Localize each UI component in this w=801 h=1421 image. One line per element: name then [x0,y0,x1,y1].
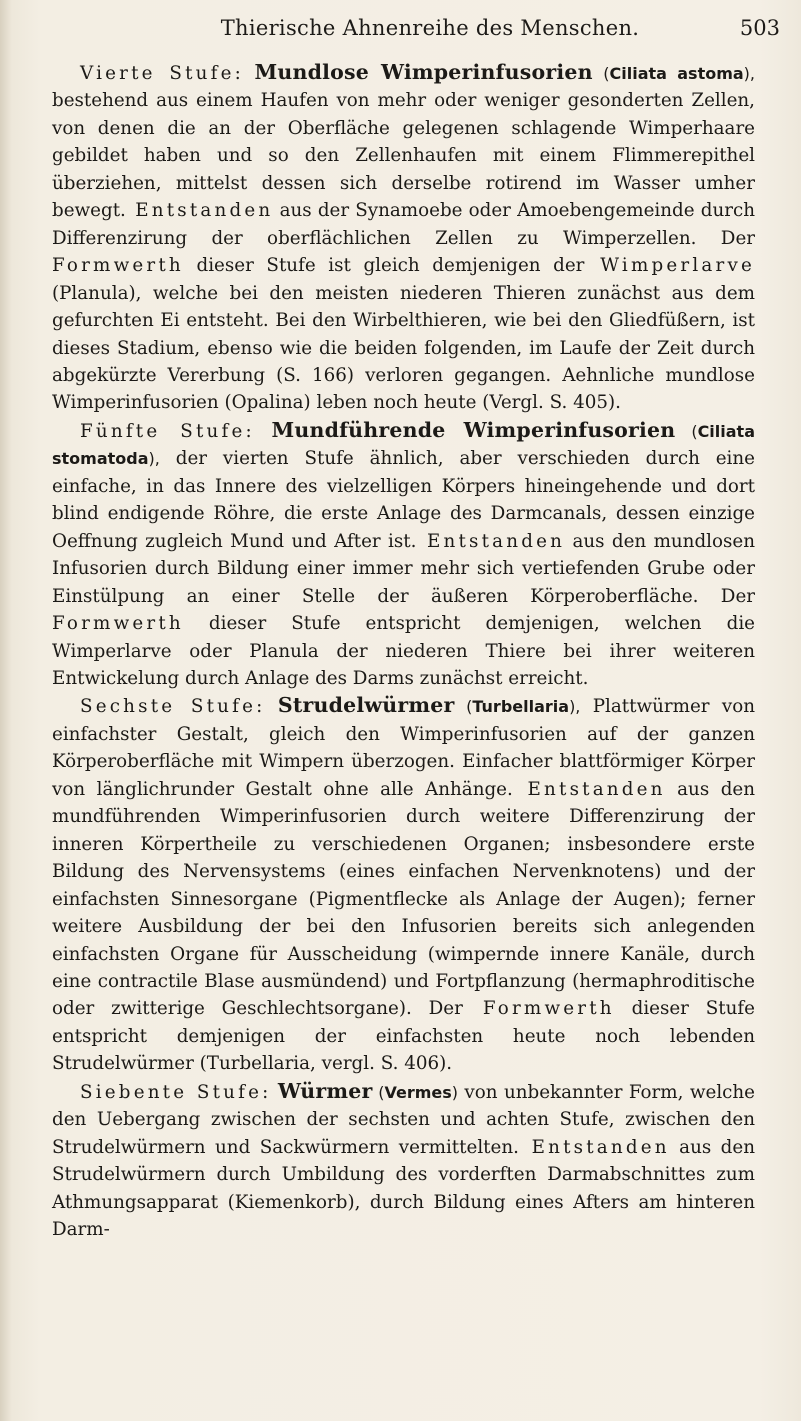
page-gutter-shadow [0,0,12,1421]
emphasis-entstanden: Entstanden [416,530,566,552]
text: aus den Strudelwürmern durch Umbildung des vorderften Darmabschnittes zum Athmungsapparat (Kiemenkorb), durch Bildung eines Afters am hinteren Darm- [52,1136,755,1241]
text: der vierten Stufe ähnlich, aber verschieden durch eine einfache, in das Innere des vielzelligen Körpers hineingehende und dort blind endigende Röhre, die erste Anlage des Darmcanals, dessen einzige Oeffnung zugleich Mund und After ist. [52,448,755,552]
stage-term: Strudelwürmer [277,693,455,718]
paragraph-stage-4 [52,59,755,417]
text: bestehend aus einem Haufen von mehr oder weniger gesonderten Zellen, von denen die an der Oberfläche gelegenen schlagende Wimperhaare gebildet haben und so den Zellenhaufen mit einem Flimmerepithel überziehen, mittelst dessen sich derselbe rotirend im Wasser umher bewegt. [52,90,755,222]
latin-open: ( [603,64,610,83]
text: aus den mundführenden Wimperinfusorien durch weitere Differenzirung der inneren Körpertheile zu verschiedenen Organen; insbesondere erste Bildung des Nervensystems (eines einfachen Nervenknotens) und der einfachsten Sinnesorgane (Pigmentflecke als Anlage der Augen); ferner weitere Ausbildung der bei den Infusorien bereits sich anlegenden einfachsten Organe für Ausscheidung (wimpernde innere Kanäle, durch eine contractile Blase ausmündend) und Fortpflanzung (hermaphroditische oder zwitterige Geschlechtsorgane). Der [52,778,755,1020]
emphasis-entstanden: Entstanden [512,778,666,800]
latin-open: ( [372,1082,385,1102]
emphasis-formwerth: Formwerth [462,998,615,1020]
latin-name: Ciliata stomatoda [52,421,755,469]
emphasis-entstanden: Entstanden [125,200,274,222]
page-header [80,14,780,50]
emphasis-formwerth: Formwerth [52,613,184,635]
stage-heading: Fünfte Stufe: [80,420,255,442]
latin-close: ), [743,64,755,83]
stage-heading: Siebente Stufe: [80,1081,272,1103]
text: aus der Synamoebe oder Amoebengemeinde durch Differenzirung der oberflächlichen Zellen zu Wimperzellen. Der [52,200,755,249]
text: dieser Stufe entspricht demjenigen der einfachsten heute noch lebenden Strudelwürmer (Turbellaria, vergl. S. 406). [52,998,755,1075]
text: von unbekannter Form, welche den Uebergang zwischen der sechsten und achten Stufe, zwischen den Strudelwürmern und Sackwürmern vermittelten. [52,1081,756,1158]
text: Plattwürmer von einfachster Gestalt, gleich den Wimperinfusorien auf der ganzen Körperoberfläche mit Wimpern überzogen. Einfacher blattförmiger Körper von länglichrunder Gestalt ohne alle Anhänge. [52,696,756,800]
latin-close: ) [451,1082,459,1102]
paragraph-stage-6 [52,692,755,1077]
stage-heading: Vierte Stufe: [80,63,244,84]
emphasis-entstanden: Entstanden [518,1136,670,1158]
emphasis-formwerth: Formwerth [52,255,184,277]
page-number: 503 [739,16,780,40]
text: dieser Stufe ist gleich demjenigen der [183,255,585,277]
latin-close: ), [148,449,160,469]
latin-open: ( [675,421,698,441]
text: dieser Stufe entspricht demjenigen, welchen die Wimperlarve oder Planula der niederen Thiere bei ihrer weiteren Entwickelung durch Anlage des Darms zunächst erreicht. [52,613,755,689]
stage-term: Würmer [277,1078,373,1103]
paragraph-stage-7 [52,1078,755,1244]
stage-term: Mundlose Wimperinfusorien [254,60,593,84]
paragraph-stage-5 [52,417,755,693]
latin-open: ( [454,697,473,717]
stage-heading: Sechste Stufe: [80,696,266,718]
emphasis-wimperlarve: Wimperlarve [584,255,755,277]
latin-name: Vermes [384,1082,452,1102]
stage-term: Mundführende Wimperinfusorien [271,417,676,442]
text: (Planula), welche bei den meisten niederen Thieren zunächst aus dem gefurchten Ei entsteht. Bei den Wirbelthieren, wie bei den Gliedfüßern, ist dieses Stadium, ebenso wie die beiden folgenden, im Laufe der Zeit durch abgekürzte Vererbung (S. 166) verloren gegangen. Aehnliche mundlose Wimperinfusorien (Opalina) leben noch heute (Vergl. S. 405). [52,282,755,414]
latin-name: Turbellaria [472,697,570,717]
text: aus den mundlosen Infusorien durch Bildung einer immer mehr sich vertiefenden Grube oder Einstülpung an einer Stelle der äußeren Körperoberfläche. Der [52,530,755,607]
latin-close: ), [569,697,581,717]
running-title: Thierische Ahnenreihe des Menschen. [220,16,640,40]
body-text [52,59,755,1243]
latin-name: Ciliata astoma [609,64,744,83]
